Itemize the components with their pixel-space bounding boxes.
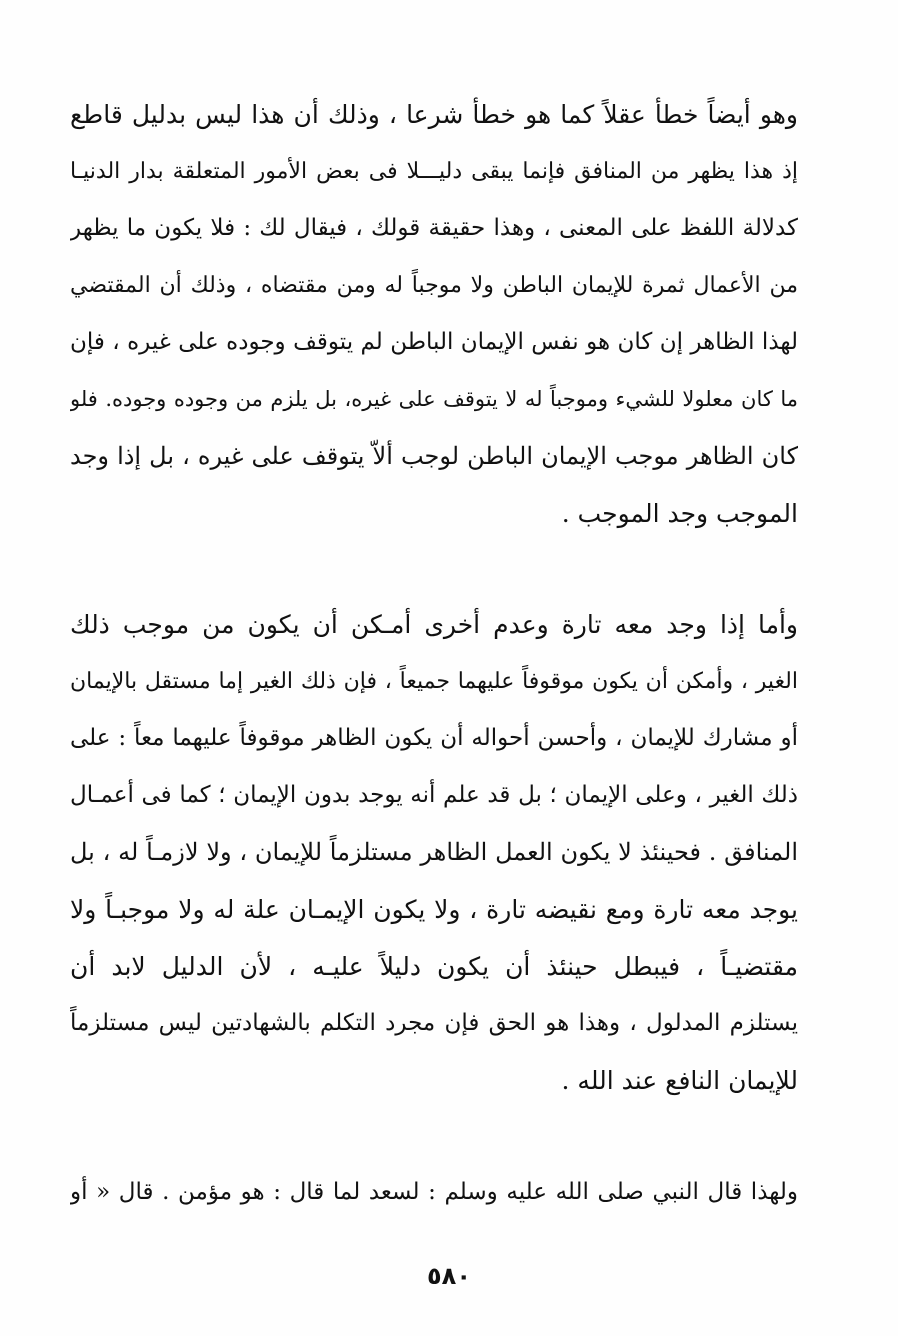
text-line: من الأعمال ثمرة للإيمان الباطن ولا موجباً له ومن مقتضاه ، وذلك أن المقتضي	[70, 273, 798, 298]
text-line: وأما إذا وجد معه تارة وعدم أخرى أمـكن أن يكون من موجب ذلك	[70, 610, 798, 639]
text-line: وهو أيضاً خطأ عقلاً كما هو خطأ شرعا ، وذلك أن هذا ليس بدليل قاطع	[70, 100, 798, 129]
text-line: أو مشارك للإيمان ، وأحسن أحواله أن يكون الظاهر موقوفاً عليهما معاً : على	[70, 725, 798, 751]
text-line: المنافق . فحينئذ لا يكون العمل الظاهر مستلزماً للإيمان ، ولا لازمـاً له ، بل	[70, 838, 798, 866]
text-line: ذلك الغير ، وعلى الإيمان ؛ بل قد علم أنه يوجد بدون الإيمان ؛ كما فى أعمـال	[70, 782, 798, 808]
text-line: كدلالة اللفظ على المعنى ، وهذا حقيقة قولك ، فيقال لك : فلا يكون ما يظهر	[70, 215, 798, 241]
text-line: ولهذا قال النبي صلى الله عليه وسلم : لسعد لما قال : هو مؤمن . قال « أو	[70, 1179, 798, 1205]
text-line: ما كان معلولا للشيء وموجباً له لا يتوقف على غيره، بل يلزم من وجوده وجوده. فلو	[70, 387, 798, 411]
text-line: يوجد معه تارة ومع نقيضه تارة ، ولا يكون الإيمـان علة له ولا موجبـاً ولا	[70, 895, 798, 924]
text-line: إذ هذا يظهر من المنافق فإنما يبقى دليـــلا فى بعض الأمور المتعلقة بدار الدنيـا	[70, 159, 798, 184]
paragraph-2	[70, 596, 798, 1109]
paragraph-1	[70, 86, 798, 542]
text-line: الموجب وجد الموجب .	[561, 499, 798, 528]
page-number: ٥٨٠	[427, 1262, 471, 1290]
text-line: لهذا الظاهر إن كان هو نفس الإيمان الباطن لم يتوقف وجوده على غيره ، فإن	[70, 329, 798, 355]
text-line: يستلزم المدلول ، وهذا هو الحق فإن مجرد التكلم بالشهادتين ليس مستلزماً	[70, 1010, 798, 1036]
paragraph-3	[70, 1164, 798, 1221]
text-line: كان الظاهر موجب الإيمان الباطن لوجب ألاّ يتوقف على غيره ، بل إذا وجد	[70, 442, 798, 470]
text-line: للإيمان النافع عند الله .	[561, 1066, 798, 1095]
text-line: مقتضيـاً ، فيبطل حينئذ أن يكون دليلاً عليـه ، لأن الدليل لابد أن	[70, 952, 798, 981]
text-line: الغير ، وأمكن أن يكون موقوفاً عليهما جميعاً ، فإن ذلك الغير إما مستقل بالإيمان	[70, 669, 798, 694]
